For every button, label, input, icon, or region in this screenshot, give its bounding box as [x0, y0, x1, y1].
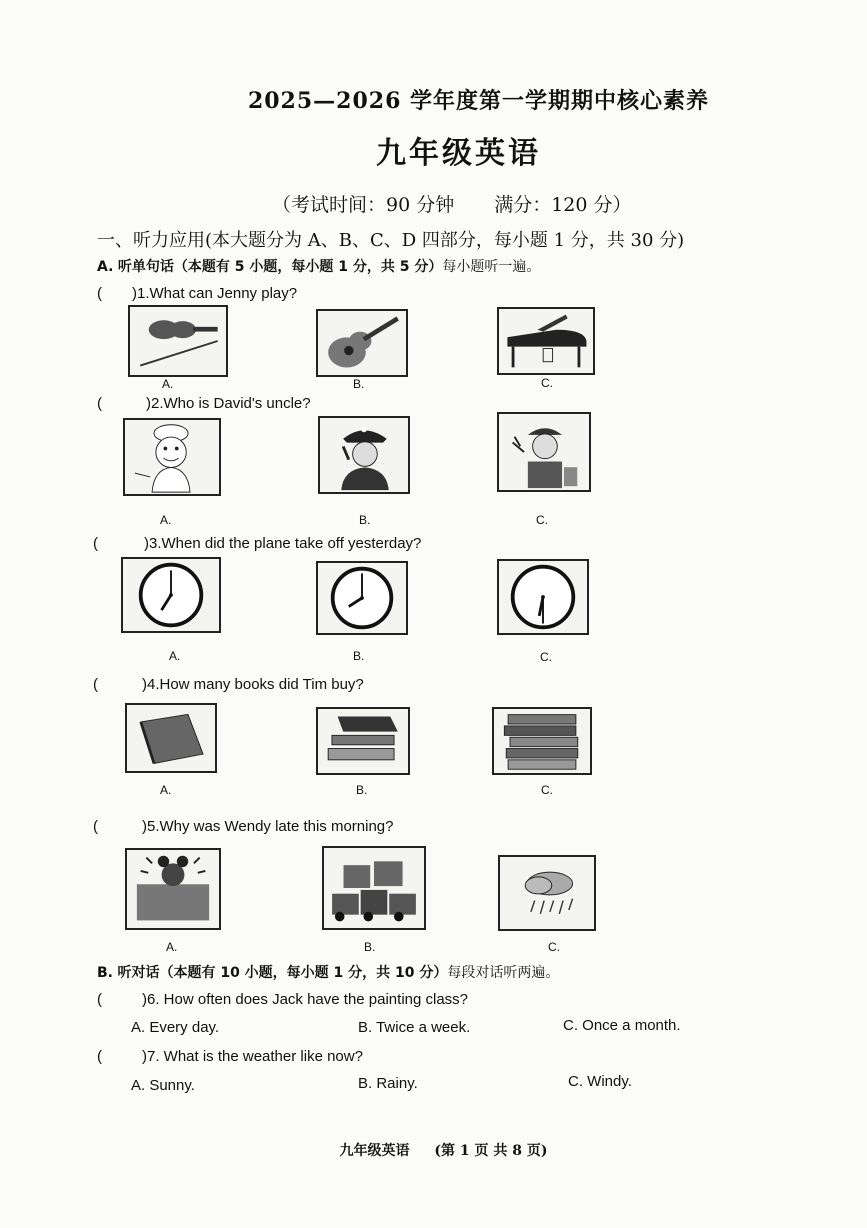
cook-picture[interactable] — [123, 418, 221, 496]
piano-picture[interactable] — [497, 307, 595, 375]
section-heading: 一、听力应用(本大题分为 A、B、C、D 四部分，每小题 1 分，共 30 分) — [97, 230, 685, 251]
three-books-picture[interactable] — [316, 707, 410, 775]
answer-bracket[interactable]: ( — [97, 991, 102, 1008]
question-5 — [93, 818, 394, 835]
question-6 — [97, 991, 468, 1008]
one-book-picture[interactable] — [125, 703, 217, 773]
exam-score: 满分：120 分） — [494, 194, 632, 216]
option-b: B. — [353, 649, 365, 663]
guitar-picture[interactable] — [316, 309, 408, 377]
option-a: A. — [160, 783, 172, 797]
option-c: C. — [536, 513, 548, 527]
question-text: )4.How many books did Tim buy? — [142, 676, 364, 693]
question-text: )1.What can Jenny play? — [132, 285, 298, 302]
option-c: C. — [541, 783, 553, 797]
footer-subject: 九年级英语 — [339, 1143, 410, 1159]
question-7 — [97, 1048, 363, 1065]
answer-bracket[interactable]: ( — [97, 1048, 102, 1065]
clock-8-oclock[interactable] — [316, 561, 408, 635]
part-a-instruction: A. 听单句话（本题有 5 小题，每小题 1 分，共 5 分）每小题听一遍。 — [97, 259, 541, 275]
worker-picture[interactable] — [497, 412, 591, 492]
option-c: C. — [548, 940, 560, 954]
answer-bracket[interactable]: ( — [97, 285, 102, 302]
option-c[interactable]: C. Windy. — [568, 1073, 632, 1090]
option-c[interactable]: C. Once a month. — [563, 1017, 681, 1034]
part-b-instruction: B. 听对话（本题有 10 小题，每小题 1 分，共 10 分）每段对话听两遍。 — [97, 965, 560, 981]
answer-bracket[interactable]: ( — [97, 395, 102, 412]
question-text: )2.Who is David's uncle? — [146, 395, 311, 412]
option-b[interactable]: B. Twice a week. — [358, 1019, 471, 1036]
option-b: B. — [364, 940, 376, 954]
answer-bracket[interactable]: ( — [93, 676, 98, 693]
option-a: A. — [162, 377, 174, 391]
option-b: B. — [359, 513, 371, 527]
traffic-jam-picture[interactable] — [322, 846, 426, 930]
option-a: A. — [160, 513, 172, 527]
question-2 — [97, 395, 311, 412]
page-number: (第 1 页 共 8 页) — [434, 1143, 548, 1159]
alarm-clock-picture[interactable] — [125, 848, 221, 930]
answer-bracket[interactable]: ( — [93, 818, 98, 835]
question-text: )3.When did the plane take off yesterday? — [144, 535, 422, 552]
rain-picture[interactable] — [498, 855, 596, 931]
option-a: A. — [169, 649, 181, 663]
option-a[interactable]: A. Every day. — [131, 1019, 220, 1036]
policeman-picture[interactable] — [318, 416, 410, 494]
option-b: B. — [356, 783, 368, 797]
question-4 — [93, 676, 364, 693]
subject-title: 九年级英语 — [376, 136, 541, 171]
question-3 — [93, 535, 421, 552]
exam-title: 2025—2026 学年度第一学期期中核心素养 — [247, 88, 710, 114]
option-b: B. — [353, 377, 365, 391]
violin-picture[interactable] — [128, 305, 228, 377]
option-c: C. — [541, 376, 553, 390]
exam-time: （考试时间：90 分钟 — [272, 194, 455, 216]
answer-bracket[interactable]: ( — [93, 535, 98, 552]
option-a[interactable]: A. Sunny. — [131, 1077, 195, 1094]
option-b[interactable]: B. Rainy. — [358, 1075, 418, 1092]
question-1 — [97, 285, 297, 302]
question-text: )5.Why was Wendy late this morning? — [142, 818, 394, 835]
question-text: )6. How often does Jack have the painting class? — [142, 991, 469, 1008]
five-books-picture[interactable] — [492, 707, 592, 775]
clock-6-30[interactable] — [497, 559, 589, 635]
question-text: )7. What is the weather like now? — [142, 1048, 363, 1065]
option-a: A. — [166, 940, 178, 954]
option-c: C. — [540, 650, 552, 664]
clock-7-oclock[interactable] — [121, 557, 221, 633]
exam-info — [272, 190, 632, 217]
page-footer — [0, 1140, 867, 1160]
